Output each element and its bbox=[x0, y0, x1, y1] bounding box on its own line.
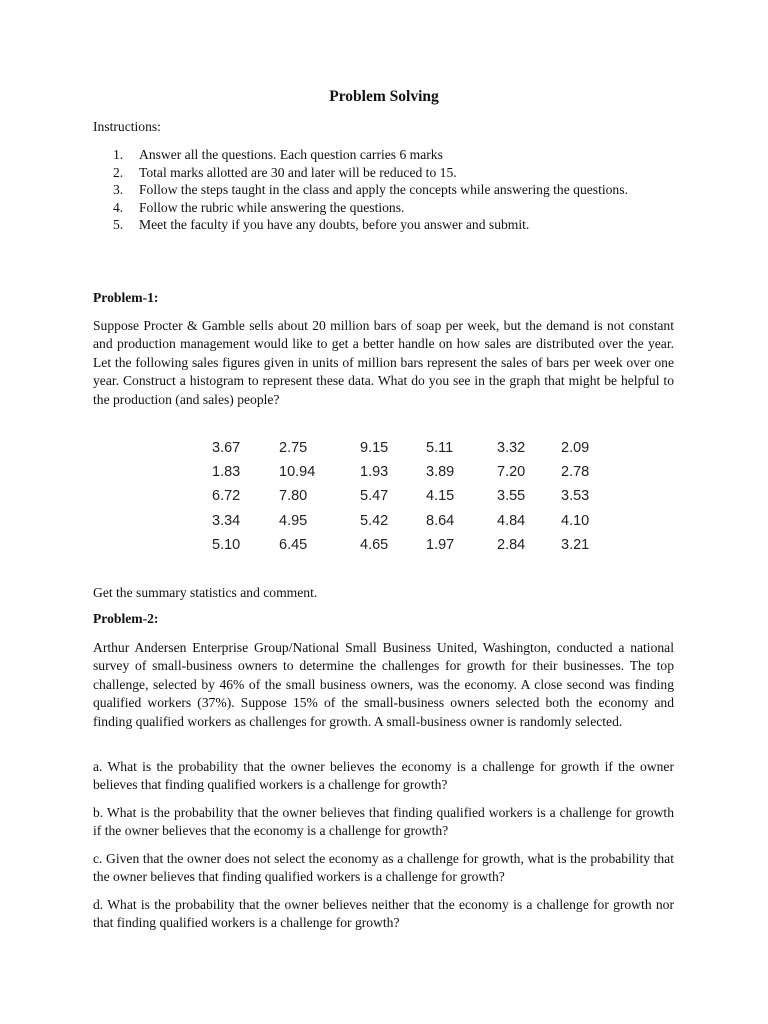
table-cell: 3.34 bbox=[212, 512, 241, 529]
page-title: Problem Solving bbox=[329, 88, 439, 105]
table-cell: 5.10 bbox=[212, 536, 241, 553]
table-row bbox=[212, 460, 611, 484]
problem-1-followup: Get the summary statistics and comment. bbox=[93, 585, 318, 600]
problem-1-heading: Problem-1: bbox=[93, 290, 159, 305]
instructions-label: Instructions: bbox=[93, 119, 161, 134]
list-item-number: 4. bbox=[113, 199, 124, 215]
table-cell: 5.11 bbox=[426, 440, 454, 457]
question-a: a. What is the probability that the owner believes the economy is a challenge for growth if the owner believes that finding qualified workers is a challenge for growth? bbox=[93, 759, 674, 793]
list-item-number: 3. bbox=[113, 182, 124, 198]
table-cell: 7.80 bbox=[279, 488, 308, 505]
table-cell: 8.64 bbox=[426, 512, 455, 529]
table-cell: 3.21 bbox=[561, 536, 590, 553]
table-cell: 10.94 bbox=[279, 464, 316, 481]
table-row bbox=[212, 509, 611, 533]
instructions-list bbox=[93, 146, 683, 234]
table-cell: 3.32 bbox=[497, 440, 526, 457]
sales-data-table bbox=[212, 436, 611, 557]
list-item bbox=[93, 146, 683, 164]
list-item bbox=[93, 216, 683, 234]
table-cell: 5.47 bbox=[360, 488, 389, 505]
problem-1-text: Suppose Procter & Gamble sells about 20 million bars of soap per week, but the demand is not constant and production management would like to get a better handle on how sales are distributed over the year. Let the following sales figures given in units of million bars represent the sales of bars per week over one year. Construct a histogram to represent these data. What do you see in the graph that might be helpful to the production (and sales) people? bbox=[93, 318, 674, 407]
list-item-text: Total marks allotted are 30 and later will be reduced to 15. bbox=[139, 164, 457, 180]
table-cell: 4.65 bbox=[360, 536, 389, 553]
problem-2-heading: Problem-2: bbox=[93, 611, 159, 626]
list-item-text: Answer all the questions. Each question carries 6 marks bbox=[139, 147, 443, 162]
table-cell: 1.83 bbox=[212, 464, 241, 481]
table-cell: 2.09 bbox=[561, 440, 590, 457]
table-cell: 3.67 bbox=[212, 440, 241, 457]
problem-2-text: Arthur Andersen Enterprise Group/National Small Business United, Washington, conducted a national survey of small-business owners to determine the challenges for growth for their businesses. The top challenge, selected by 46% of the small business owners, was the economy. A close second was finding qualified workers (37%). Suppose 15% of the small-business owners selected both the economy and finding qualified workers as challenges for growth. A small-business owner is randomly selected. bbox=[93, 640, 674, 729]
table-cell: 3.53 bbox=[561, 488, 590, 505]
list-item-number: 1. bbox=[113, 147, 124, 162]
table-cell: 4.15 bbox=[426, 488, 455, 505]
table-cell: 2.84 bbox=[497, 536, 526, 553]
table-cell: 7.20 bbox=[497, 464, 526, 481]
table-cell: 3.55 bbox=[497, 488, 526, 505]
table-row bbox=[212, 533, 611, 557]
list-item bbox=[93, 199, 683, 217]
question-b: b. What is the probability that the owner believes that finding qualified workers is a challenge for growth if the owner believes that the economy is a challenge for growth? bbox=[93, 805, 674, 839]
table-cell: 6.45 bbox=[279, 536, 308, 553]
list-item bbox=[93, 164, 683, 182]
table-cell: 1.97 bbox=[426, 536, 455, 553]
table-row bbox=[212, 436, 611, 460]
question-d: d. What is the probability that the owner believes neither that the economy is a challenge for growth nor that finding qualified workers is a challenge for growth? bbox=[93, 897, 674, 931]
list-item bbox=[93, 181, 683, 199]
list-item-text: Meet the faculty if you have any doubts, before you answer and submit. bbox=[139, 217, 530, 233]
table-cell: 4.10 bbox=[561, 512, 590, 529]
table-row bbox=[212, 484, 611, 508]
table-cell: 2.78 bbox=[561, 464, 590, 481]
table-cell: 4.95 bbox=[279, 512, 308, 529]
question-c: c. Given that the owner does not select the economy as a challenge for growth, what is the probability that the owner believes that finding qualified workers is a challenge for growth? bbox=[93, 851, 674, 885]
table-cell: 9.15 bbox=[360, 440, 389, 457]
list-item-number: 5. bbox=[113, 217, 124, 233]
table-cell: 1.93 bbox=[360, 464, 389, 481]
list-item-number: 2. bbox=[113, 164, 124, 180]
list-item-text: Follow the rubric while answering the questions. bbox=[139, 199, 405, 215]
table-cell: 4.84 bbox=[497, 512, 526, 529]
table-cell: 2.75 bbox=[279, 440, 308, 457]
table-cell: 5.42 bbox=[360, 512, 389, 529]
table-cell: 6.72 bbox=[212, 488, 241, 505]
table-cell: 3.89 bbox=[426, 464, 455, 481]
list-item-text: Follow the steps taught in the class and apply the concepts while answering the questions. bbox=[139, 182, 628, 198]
